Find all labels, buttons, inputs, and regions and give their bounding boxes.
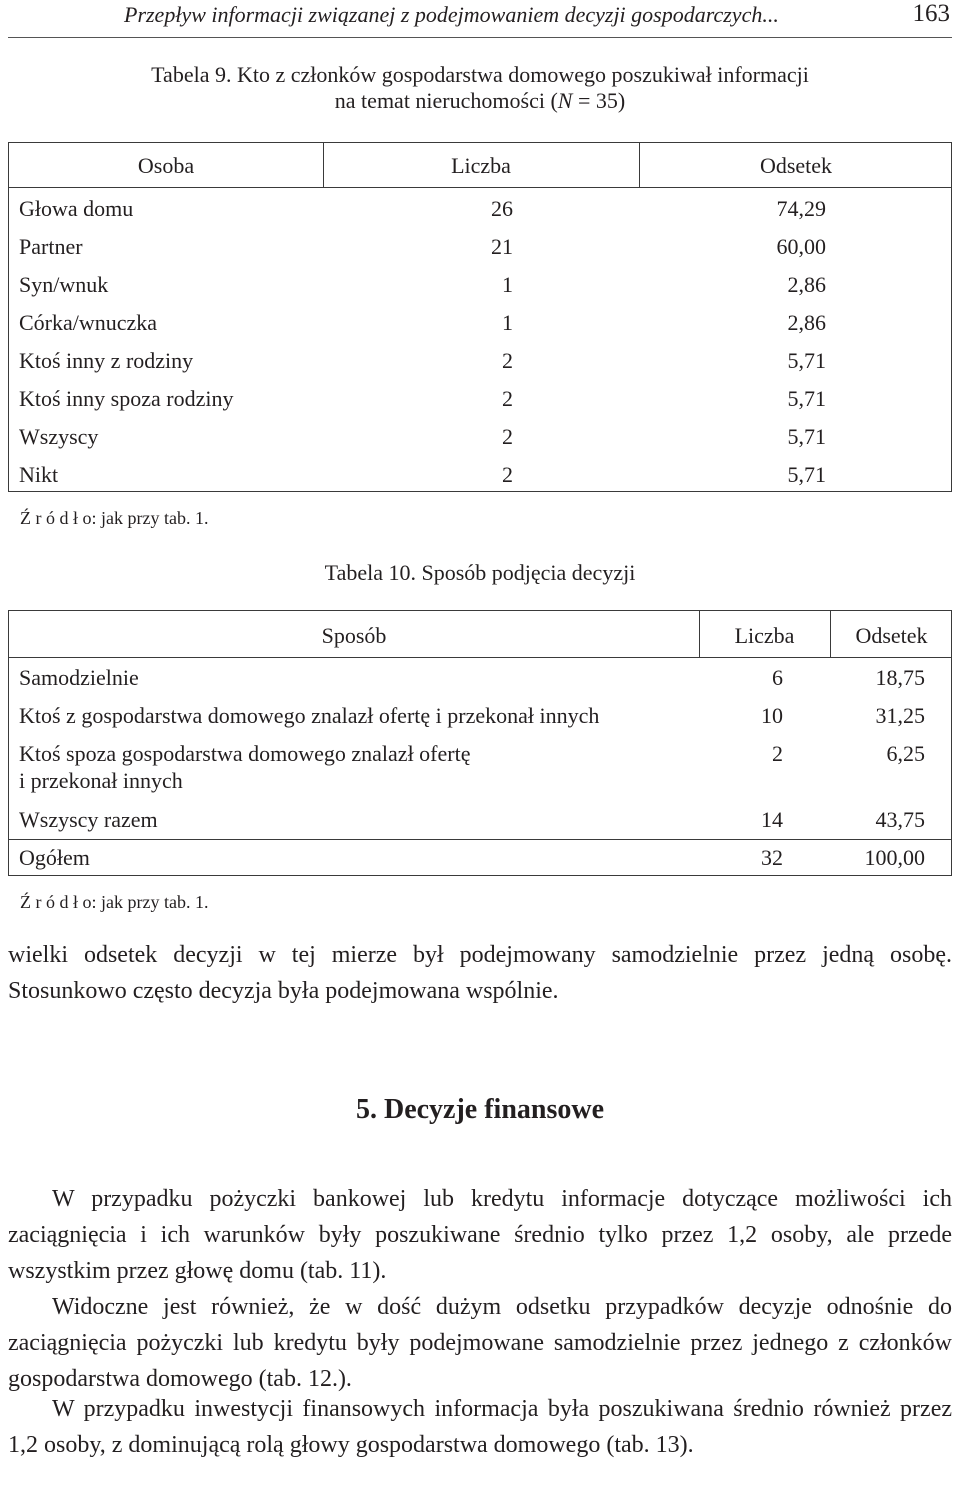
sposob-cell: Ogółem	[19, 845, 90, 870]
table9-header	[9, 143, 951, 188]
table10	[8, 610, 952, 876]
liczba-cell: 14	[761, 807, 783, 832]
table10-header-liczba: Liczba	[734, 623, 795, 648]
table9-divider	[323, 143, 324, 187]
odsetek-cell: 5,71	[787, 386, 826, 411]
table9-caption-n: N	[557, 88, 573, 113]
osoba-cell: Ktoś inny spoza rodziny	[19, 386, 234, 411]
table9-caption-line1: Tabela 9. Kto z członków gospodarstwa domowego poszukiwał informacji	[151, 62, 809, 87]
table10-source	[20, 892, 208, 913]
source-label: Ź r ó d ł o:	[20, 892, 97, 912]
table10-header	[9, 611, 951, 658]
liczba-cell: 21	[491, 234, 513, 259]
odsetek-cell: 60,00	[776, 234, 826, 259]
osoba-cell: Głowa domu	[19, 196, 134, 221]
liczba-cell: 6	[772, 665, 783, 690]
body-paragraph-continued: wielki odsetek decyzji w tej mierze był podejmowany samodzielnie przez jedną osobę. Stosunkowo często decyzja była podejmowana wspólnie.	[8, 942, 952, 1004]
table9-header-liczba: Liczba	[451, 153, 511, 178]
table9-caption-line2: na temat nieruchomości (N = 35)	[334, 88, 626, 113]
table10-divider	[699, 611, 700, 657]
osoba-cell: Ktoś inny z rodziny	[19, 348, 194, 373]
table10-caption: Tabela 10. Sposób podjęcia decyzji	[324, 560, 636, 585]
osoba-cell: Córka/wnuczka	[19, 310, 158, 335]
body-paragraph: W przypadku inwestycji finansowych informacja była poszukiwana średnio również przez 1,2 osoby, z dominującą rolą głowy gospodarstwa domowego (tab. 13).	[8, 1396, 952, 1458]
liczba-cell: 26	[491, 196, 513, 221]
table9-source	[20, 508, 208, 529]
osoba-cell: Syn/wnuk	[19, 272, 109, 297]
sposob-cell: Samodzielnie	[19, 665, 139, 690]
odsetek-cell: 43,75	[875, 807, 925, 832]
source-text: jak przy tab. 1.	[96, 508, 209, 528]
osoba-cell: Partner	[19, 234, 83, 259]
liczba-cell: 1	[502, 310, 513, 335]
table9-header-odsetek: Odsetek	[759, 153, 833, 178]
liczba-cell: 32	[761, 845, 783, 870]
table9-header-osoba: Osoba	[137, 153, 195, 178]
running-head	[8, 0, 952, 38]
table10-header-odsetek: Odsetek	[855, 623, 928, 648]
liczba-cell: 2	[502, 424, 513, 449]
odsetek-cell: 2,86	[787, 272, 826, 297]
odsetek-cell: 31,25	[875, 703, 925, 728]
source-text: jak przy tab. 1.	[96, 892, 209, 912]
table9-divider	[639, 143, 640, 187]
liczba-cell: 10	[761, 703, 783, 728]
odsetek-cell: 5,71	[787, 462, 826, 487]
sposob-cell: Wszyscy razem	[19, 807, 158, 832]
liczba-cell: 2	[502, 462, 513, 487]
odsetek-cell: 18,75	[875, 665, 925, 690]
section-heading: 5. Decyzje finansowe	[355, 1094, 605, 1125]
liczba-cell: 2	[772, 741, 783, 766]
odsetek-cell: 74,29	[776, 196, 826, 221]
liczba-cell: 2	[502, 348, 513, 373]
source-label: Ź r ó d ł o:	[20, 508, 97, 528]
osoba-cell: Nikt	[19, 462, 59, 487]
sposob-cell: Ktoś spoza gospodarstwa domowego znalazł ofertę	[19, 741, 471, 766]
osoba-cell: Wszyscy	[19, 424, 99, 449]
body-paragraph: Widoczne jest również, że w dość dużym odsetku przypadków decyzje odnośnie do zaciągnięcia pożyczki lub kredytu były podejmowane samodzielnie przez jednego z członków gospodarstwa domowego (tab. 12.).	[8, 1294, 952, 1392]
table10-total-separator	[9, 839, 951, 840]
liczba-cell: 2	[502, 386, 513, 411]
table9-caption	[0, 62, 960, 114]
running-head-title: Przepływ informacji związanej z podejmowaniem decyzji gospodarczych...	[124, 2, 779, 27]
table10-divider	[830, 611, 831, 657]
odsetek-cell: 6,25	[886, 741, 925, 766]
sposob-cell: i przekonał innych	[19, 768, 183, 793]
odsetek-cell: 100,00	[864, 845, 925, 870]
odsetek-cell: 5,71	[787, 348, 826, 373]
sposob-cell: Ktoś z gospodarstwa domowego znalazł ofertę i przekonał innych	[19, 703, 600, 728]
table9	[8, 142, 952, 492]
page-number: 163	[912, 0, 950, 27]
odsetek-cell: 2,86	[787, 310, 826, 335]
odsetek-cell: 5,71	[787, 424, 826, 449]
table10-header-sposob: Sposób	[321, 623, 387, 648]
body-paragraph: W przypadku pożyczki bankowej lub kredytu informacje dotyczące możliwości ich zaciągnięcia i ich warunków były poszukiwane średnio tylko przez 1,2 osoby, ale przede wszystkim przez głowę domu (tab. 11).	[8, 1186, 952, 1284]
liczba-cell: 1	[502, 272, 513, 297]
